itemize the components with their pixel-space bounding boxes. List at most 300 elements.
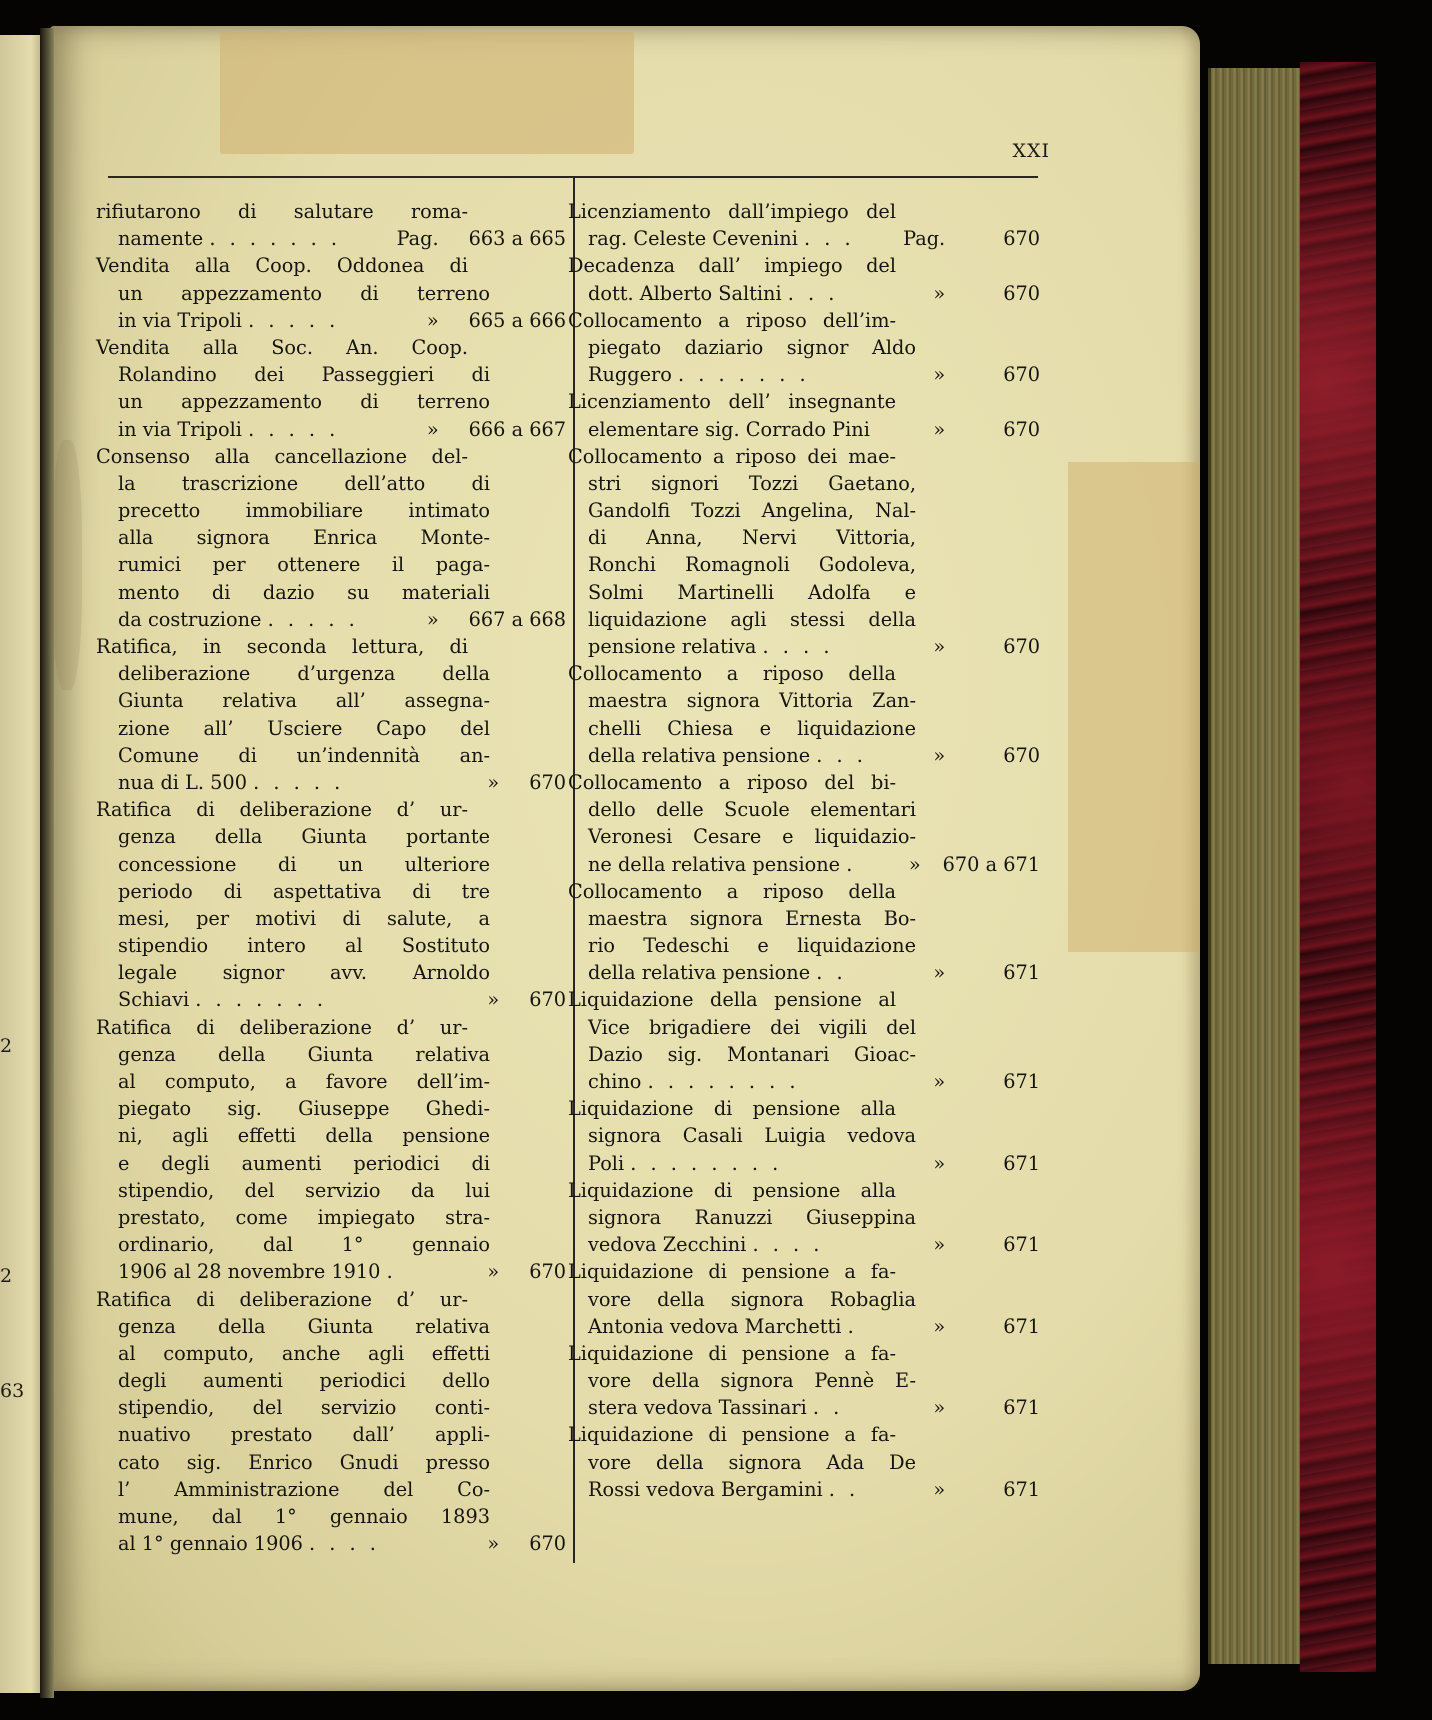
entry-text: liquidazione agli stessi della bbox=[588, 607, 916, 631]
entry-line bbox=[96, 361, 566, 388]
entry-line bbox=[568, 470, 1040, 497]
entry-text: Ratifica, in seconda lettura, di bbox=[96, 635, 468, 658]
entry-line bbox=[96, 1068, 566, 1095]
leader-dots: . . . bbox=[804, 227, 855, 251]
entry-text: Ratifica di deliberazione d’ ur- bbox=[96, 798, 468, 822]
leader-dots: . . . . . . . . bbox=[630, 1151, 783, 1175]
entry-text: stipendio, del servizio conti- bbox=[118, 1396, 490, 1420]
entry-line bbox=[568, 443, 1040, 470]
entry-line bbox=[568, 1367, 1040, 1394]
entry-line bbox=[568, 252, 1040, 279]
entry-text: della relativa pensione bbox=[588, 743, 811, 767]
entry-text: chino bbox=[588, 1070, 642, 1093]
page-marker: » bbox=[933, 363, 946, 387]
entry-text: ordinario, dal 1° gennaio bbox=[118, 1233, 490, 1257]
entry-text: Ratifica di deliberazione d’ ur- bbox=[96, 1287, 468, 1311]
page-reference bbox=[933, 1313, 1040, 1340]
entry-text: Ratifica di deliberazione d’ ur- bbox=[96, 1015, 468, 1039]
entry-text: Licenziamento dall’impiego del bbox=[568, 200, 896, 223]
entry-line bbox=[96, 1340, 566, 1367]
index-entry bbox=[96, 198, 566, 252]
entry-line bbox=[568, 1204, 1040, 1231]
entry-line bbox=[568, 388, 1040, 415]
entry-text: rag. Celeste Cevenini bbox=[588, 227, 798, 251]
entry-text: Decadenza dall’ impiego del bbox=[568, 254, 896, 278]
entry-text: elementare sig. Corrado Pini bbox=[588, 417, 870, 441]
entry-text: al computo, a favore dell’im- bbox=[118, 1070, 490, 1093]
index-entry bbox=[96, 252, 566, 334]
entry-line bbox=[96, 388, 566, 415]
entry-line bbox=[96, 823, 566, 850]
page-marker: » bbox=[487, 988, 500, 1012]
index-entry bbox=[568, 198, 1040, 252]
index-entry bbox=[568, 878, 1040, 987]
entry-line bbox=[568, 1340, 1040, 1367]
entry-line bbox=[96, 1476, 566, 1503]
entry-text: in via Tripoli bbox=[118, 308, 242, 332]
entry-text: da costruzione bbox=[118, 607, 262, 631]
entry-text: Licenziamento dell’ insegnante bbox=[568, 390, 896, 414]
entry-text: rio Tedeschi e liquidazione bbox=[588, 934, 916, 958]
entry-text: signora Ranuzzi Giuseppina bbox=[588, 1205, 916, 1229]
entry-line bbox=[96, 1394, 566, 1421]
facing-page-number: 2 bbox=[0, 1265, 13, 1287]
page-marker: » bbox=[933, 635, 946, 658]
entry-line bbox=[568, 1313, 1040, 1340]
page-marker: » bbox=[933, 743, 946, 767]
leader-dots: . . . . . bbox=[248, 417, 340, 441]
page-reference bbox=[933, 1394, 1040, 1421]
page-stain bbox=[52, 440, 82, 690]
entry-text: maestra signora Ernesta Bo- bbox=[588, 906, 916, 930]
entry-line bbox=[96, 497, 566, 524]
entry-line bbox=[568, 524, 1040, 551]
entry-line bbox=[96, 1449, 566, 1476]
index-entry bbox=[568, 1421, 1040, 1503]
page-numbers: 671 bbox=[1003, 1151, 1040, 1175]
leader-dots: . bbox=[386, 1260, 397, 1284]
entry-text: stipendio intero al Sostituto bbox=[118, 934, 490, 958]
entry-line bbox=[568, 198, 1040, 225]
index-entry bbox=[96, 633, 566, 796]
entry-text: cato sig. Enrico Gnudi presso bbox=[118, 1450, 490, 1474]
entry-line bbox=[568, 551, 1040, 578]
entry-text: piegato daziario signor Aldo bbox=[588, 335, 916, 359]
entry-line bbox=[568, 1014, 1040, 1041]
index-entry bbox=[96, 1014, 566, 1286]
entry-text: precetto immobiliare intimato bbox=[118, 499, 490, 523]
leader-dots: . . . . . bbox=[253, 770, 345, 794]
entry-line bbox=[568, 1476, 1040, 1503]
page-marker: » bbox=[426, 417, 439, 441]
entry-line bbox=[96, 959, 566, 986]
page-reference bbox=[933, 361, 1040, 388]
facing-page-number: 2 bbox=[0, 1035, 13, 1057]
entry-line bbox=[96, 416, 566, 443]
index-column-left bbox=[96, 198, 566, 1557]
page-marker: » bbox=[933, 1233, 946, 1257]
entry-line bbox=[96, 1177, 566, 1204]
entry-line bbox=[568, 660, 1040, 687]
index-entry bbox=[568, 443, 1040, 661]
entry-text: della relativa pensione bbox=[588, 961, 811, 985]
leader-dots: . . bbox=[816, 961, 847, 985]
page-reference bbox=[933, 1231, 1040, 1258]
entry-line bbox=[96, 1503, 566, 1530]
entry-line bbox=[568, 633, 1040, 660]
entry-line bbox=[568, 878, 1040, 905]
page-reference bbox=[933, 633, 1040, 660]
entry-text: Solmi Martinelli Adolfa e bbox=[588, 580, 916, 604]
entry-text: in via Tripoli bbox=[118, 417, 242, 441]
entry-line bbox=[96, 660, 566, 687]
index-entry bbox=[568, 1177, 1040, 1259]
entry-line bbox=[96, 334, 566, 361]
page-reference bbox=[427, 307, 566, 334]
entry-text: Ruggero bbox=[588, 363, 672, 387]
entry-line bbox=[96, 986, 566, 1013]
entry-text: Ronchi Romagnoli Godoleva, bbox=[588, 553, 916, 577]
leader-dots: . . . . . . . bbox=[678, 363, 810, 387]
entry-line bbox=[96, 606, 566, 633]
entry-text: di Anna, Nervi Vittoria, bbox=[588, 526, 916, 550]
entry-line bbox=[568, 1177, 1040, 1204]
leader-dots: . . bbox=[828, 1477, 860, 1501]
entry-line bbox=[96, 1258, 566, 1285]
page-numbers: 663 a 665 bbox=[468, 227, 566, 251]
entry-text: piegato sig. Giuseppe Ghedi- bbox=[118, 1097, 490, 1121]
leader-dots: . . . . bbox=[752, 1233, 824, 1257]
page-marker: » bbox=[933, 1477, 946, 1501]
entry-line bbox=[96, 280, 566, 307]
entry-line bbox=[568, 280, 1040, 307]
page-marker: » bbox=[487, 1532, 500, 1556]
index-entry bbox=[568, 986, 1040, 1095]
page-marker: » bbox=[933, 1151, 946, 1175]
entry-line bbox=[568, 687, 1040, 714]
entry-text: Vendita alla Coop. Oddonea di bbox=[96, 254, 468, 278]
page-numbers: 670 a 671 bbox=[942, 852, 1040, 876]
entry-text: Collocamento a riposo della bbox=[568, 879, 896, 903]
page-marker: » bbox=[426, 308, 439, 332]
entry-text: al computo, anche agli effetti bbox=[118, 1341, 490, 1365]
page-reference bbox=[933, 416, 1040, 443]
page-marker: » bbox=[908, 852, 921, 876]
entry-line bbox=[96, 769, 566, 796]
entry-text: stera vedova Tassinari bbox=[588, 1396, 807, 1420]
entry-text: Comune di un’indennità an- bbox=[118, 743, 490, 767]
page-reference bbox=[487, 1530, 566, 1557]
entry-text: signora Casali Luigia vedova bbox=[588, 1124, 916, 1148]
entry-text: periodo di aspettativa di tre bbox=[118, 879, 490, 903]
entry-text: mune, dal 1° gennaio 1893 bbox=[118, 1505, 490, 1528]
page-reference bbox=[903, 225, 1040, 252]
entry-line bbox=[568, 851, 1040, 878]
entry-line bbox=[96, 1313, 566, 1340]
entry-line bbox=[568, 1068, 1040, 1095]
entry-line bbox=[96, 932, 566, 959]
entry-line bbox=[96, 225, 566, 252]
leader-dots: . bbox=[847, 1314, 858, 1338]
page-numbers: 671 bbox=[1003, 1314, 1040, 1338]
entry-line bbox=[96, 470, 566, 497]
index-entry bbox=[568, 1095, 1040, 1177]
entry-text: Vendita alla Soc. An. Coop. bbox=[96, 335, 468, 359]
book-cover-marbled bbox=[1300, 62, 1376, 1672]
entry-line bbox=[96, 307, 566, 334]
entry-line bbox=[568, 334, 1040, 361]
page-numbers: 670 bbox=[1003, 743, 1040, 767]
entry-line bbox=[568, 606, 1040, 633]
entry-line bbox=[96, 1014, 566, 1041]
page-numbers: 670 bbox=[1003, 281, 1040, 305]
page-numbers: 670 bbox=[1003, 363, 1040, 387]
entry-text: Giunta relativa all’ assegna- bbox=[118, 689, 490, 713]
leader-dots: . bbox=[846, 852, 857, 876]
entry-line bbox=[568, 1150, 1040, 1177]
entry-line bbox=[568, 1421, 1040, 1448]
entry-line bbox=[568, 742, 1040, 769]
paper-tape-patch bbox=[220, 32, 634, 154]
entry-line bbox=[96, 1286, 566, 1313]
entry-text: nuativo prestato dall’ appli- bbox=[118, 1423, 490, 1447]
page-numbers: 671 bbox=[1003, 1233, 1040, 1257]
entry-line bbox=[568, 1122, 1040, 1149]
entry-line bbox=[568, 416, 1040, 443]
entry-text: un appezzamento di terreno bbox=[118, 281, 490, 305]
index-entry bbox=[568, 1340, 1040, 1422]
entry-text: vedova Zecchini bbox=[588, 1233, 747, 1257]
entry-text: Gandolfi Tozzi Angelina, Nal- bbox=[588, 499, 916, 523]
entry-text: rumici per ottenere il paga- bbox=[118, 553, 490, 577]
entry-line bbox=[568, 1258, 1040, 1285]
entry-line bbox=[96, 633, 566, 660]
page-numbers: 670 bbox=[1003, 635, 1040, 658]
entry-text: vore della signora Robaglia bbox=[588, 1287, 916, 1311]
entry-line bbox=[96, 1122, 566, 1149]
entry-line bbox=[568, 361, 1040, 388]
entry-text: Liquidazione della pensione al bbox=[568, 988, 896, 1012]
entry-text: alla signora Enrica Monte- bbox=[118, 526, 490, 550]
book-gutter bbox=[40, 28, 54, 1698]
entry-text: rifiutarono di salutare roma- bbox=[96, 200, 468, 223]
entry-line bbox=[568, 1095, 1040, 1122]
entry-line bbox=[96, 579, 566, 606]
entry-text: Liquidazione di pensione alla bbox=[568, 1097, 896, 1121]
entry-text: Poli bbox=[588, 1151, 625, 1175]
entry-text: namente bbox=[118, 227, 204, 251]
page-numbers: 666 a 667 bbox=[468, 417, 566, 441]
page-marker: » bbox=[933, 281, 946, 305]
entry-text: Collocamento a riposo dei mae- bbox=[568, 444, 896, 468]
leader-dots: . . bbox=[812, 1396, 844, 1420]
entry-text: dello delle Scuole elementari bbox=[588, 798, 916, 822]
leader-dots: . . . . bbox=[762, 635, 834, 658]
entry-line bbox=[96, 198, 566, 225]
entry-line bbox=[96, 252, 566, 279]
entry-line bbox=[96, 524, 566, 551]
leader-dots: . . . . . bbox=[248, 308, 340, 332]
entry-text: pensione relativa bbox=[588, 635, 757, 658]
entry-text: deliberazione d’urgenza della bbox=[118, 662, 490, 686]
index-entry bbox=[568, 388, 1040, 442]
entry-text: Dazio sig. Montanari Gioac- bbox=[588, 1042, 916, 1066]
page-marker: » bbox=[933, 417, 946, 441]
entry-line bbox=[568, 932, 1040, 959]
page-marker: » bbox=[933, 1314, 946, 1338]
page-reference bbox=[487, 1258, 566, 1285]
entry-line bbox=[568, 307, 1040, 334]
leader-dots: . . . . bbox=[309, 1532, 380, 1556]
page-reference bbox=[933, 959, 1040, 986]
entry-text: un appezzamento di terreno bbox=[118, 390, 490, 414]
leader-dots: . . . . . bbox=[267, 607, 359, 631]
entry-line bbox=[96, 1095, 566, 1122]
entry-text: Schiavi bbox=[118, 988, 190, 1012]
entry-line bbox=[568, 796, 1040, 823]
entry-line bbox=[568, 715, 1040, 742]
entry-text: Collocamento a riposo del bi- bbox=[568, 770, 896, 794]
entry-text: chelli Chiesa e liquidazione bbox=[588, 716, 916, 740]
page-numbers: 667 a 668 bbox=[468, 607, 566, 631]
page-marker: Pag. bbox=[396, 227, 439, 251]
index-entry bbox=[568, 769, 1040, 878]
page-numbers: 671 bbox=[1003, 1070, 1040, 1093]
page-reference bbox=[397, 225, 566, 252]
entry-line bbox=[568, 823, 1040, 850]
page-numbers: 671 bbox=[1003, 1396, 1040, 1420]
entry-text: stri signori Tozzi Gaetano, bbox=[588, 471, 916, 495]
entry-line bbox=[96, 796, 566, 823]
book-page-edges bbox=[1208, 68, 1303, 1664]
page-reference bbox=[487, 769, 566, 796]
entry-text: Rossi vedova Bergamini bbox=[588, 1477, 823, 1501]
page-reference bbox=[933, 1476, 1040, 1503]
index-entry bbox=[96, 443, 566, 633]
entry-text: mesi, per motivi di salute, a bbox=[118, 906, 490, 930]
entry-text: stipendio, del servizio da lui bbox=[118, 1178, 490, 1202]
page-marker: » bbox=[933, 961, 946, 985]
entry-line bbox=[568, 1286, 1040, 1313]
page-numbers: 665 a 666 bbox=[468, 308, 566, 332]
page-reference bbox=[933, 1150, 1040, 1177]
leader-dots: . . . . . . . . bbox=[647, 1070, 800, 1093]
page-numbers: 670 bbox=[529, 1532, 566, 1556]
entry-text: ni, agli effetti della pensione bbox=[118, 1124, 490, 1148]
page-numbers: 671 bbox=[1003, 961, 1040, 985]
entry-line bbox=[96, 1421, 566, 1448]
entry-line bbox=[96, 742, 566, 769]
entry-text: 1906 al 28 novembre 1910 bbox=[118, 1260, 381, 1284]
entry-line bbox=[96, 1204, 566, 1231]
entry-text: Rolandino dei Passeggieri di bbox=[118, 363, 490, 387]
entry-text: Liquidazione di pensione alla bbox=[568, 1178, 896, 1202]
entry-text: vore della signora Ada De bbox=[588, 1450, 916, 1474]
entry-text: degli aumenti periodici dello bbox=[118, 1369, 490, 1393]
entry-line bbox=[568, 905, 1040, 932]
entry-text: Antonia vedova Marchetti bbox=[588, 1314, 842, 1338]
facing-page-number: 63 bbox=[0, 1380, 25, 1402]
entry-text: al 1° gennaio 1906 bbox=[118, 1532, 303, 1556]
leader-dots: . . . bbox=[787, 281, 839, 305]
page-numbers: 670 bbox=[529, 770, 566, 794]
entry-text: mento di dazio su materiali bbox=[118, 580, 490, 604]
page-reference bbox=[933, 1068, 1040, 1095]
entry-text: legale signor avv. Arnoldo bbox=[118, 961, 490, 985]
page-marker: » bbox=[933, 1396, 946, 1420]
entry-line bbox=[568, 959, 1040, 986]
page-marker: » bbox=[487, 770, 500, 794]
paper-tape-patch bbox=[1068, 462, 1200, 952]
entry-line bbox=[568, 225, 1040, 252]
entry-text: maestra signora Vittoria Zan- bbox=[588, 689, 916, 713]
page-marker: Pag. bbox=[903, 227, 946, 251]
entry-line bbox=[568, 1394, 1040, 1421]
index-entry bbox=[568, 660, 1040, 769]
page-numbers: 671 bbox=[1003, 1477, 1040, 1501]
entry-line bbox=[568, 986, 1040, 1013]
page-numbers: 670 bbox=[529, 988, 566, 1012]
page-reference bbox=[909, 851, 1040, 878]
entry-line bbox=[96, 1041, 566, 1068]
index-entry bbox=[568, 1258, 1040, 1340]
entry-text: genza della Giunta relativa bbox=[118, 1314, 490, 1338]
entry-text: e degli aumenti periodici di bbox=[118, 1151, 490, 1175]
entry-text: genza della Giunta relativa bbox=[118, 1042, 490, 1066]
page-numbers: 670 bbox=[1003, 417, 1040, 441]
entry-text: concessione di un ulteriore bbox=[118, 852, 490, 876]
entry-line bbox=[568, 769, 1040, 796]
page-reference bbox=[487, 986, 566, 1013]
leader-dots: . . . . . . . bbox=[209, 227, 342, 251]
entry-line bbox=[96, 551, 566, 578]
entry-line bbox=[96, 715, 566, 742]
entry-line bbox=[96, 878, 566, 905]
page-reference bbox=[427, 606, 566, 633]
entry-line bbox=[96, 687, 566, 714]
entry-text: zione all’ Usciere Capo del bbox=[118, 716, 490, 740]
page-marker: » bbox=[487, 1260, 500, 1284]
entry-text: vore della signora Pennè E- bbox=[588, 1369, 916, 1393]
page-numbers: 670 bbox=[529, 1260, 566, 1284]
entry-text: prestato, come impiegato stra- bbox=[118, 1205, 490, 1229]
index-entry bbox=[96, 796, 566, 1014]
index-entry bbox=[568, 252, 1040, 306]
entry-text: Collocamento a riposo della bbox=[568, 662, 896, 686]
page-marker: » bbox=[426, 607, 439, 631]
page-reference bbox=[933, 280, 1040, 307]
running-head-page-number: XXI bbox=[1012, 140, 1050, 162]
entry-line bbox=[568, 579, 1040, 606]
index-column-right bbox=[568, 198, 1040, 1503]
index-entry bbox=[96, 1286, 566, 1558]
entry-line bbox=[568, 1449, 1040, 1476]
entry-text: l’ Amministrazione del Co- bbox=[118, 1477, 490, 1501]
entry-text: Liquidazione di pensione a fa- bbox=[568, 1260, 896, 1284]
entry-text: Consenso alla cancellazione del- bbox=[96, 444, 468, 468]
entry-text: genza della Giunta portante bbox=[118, 825, 490, 849]
entry-line bbox=[96, 905, 566, 932]
entry-text: Liquidazione di pensione a fa- bbox=[568, 1341, 896, 1365]
page-reference bbox=[933, 742, 1040, 769]
entry-line bbox=[96, 851, 566, 878]
entry-line bbox=[568, 1231, 1040, 1258]
entry-text: nua di L. 500 bbox=[118, 770, 247, 794]
entry-line bbox=[96, 1231, 566, 1258]
entry-text: ne della relativa pensione bbox=[588, 852, 841, 876]
entry-text: la trascrizione dell’atto di bbox=[118, 471, 490, 495]
page-reference bbox=[427, 416, 566, 443]
